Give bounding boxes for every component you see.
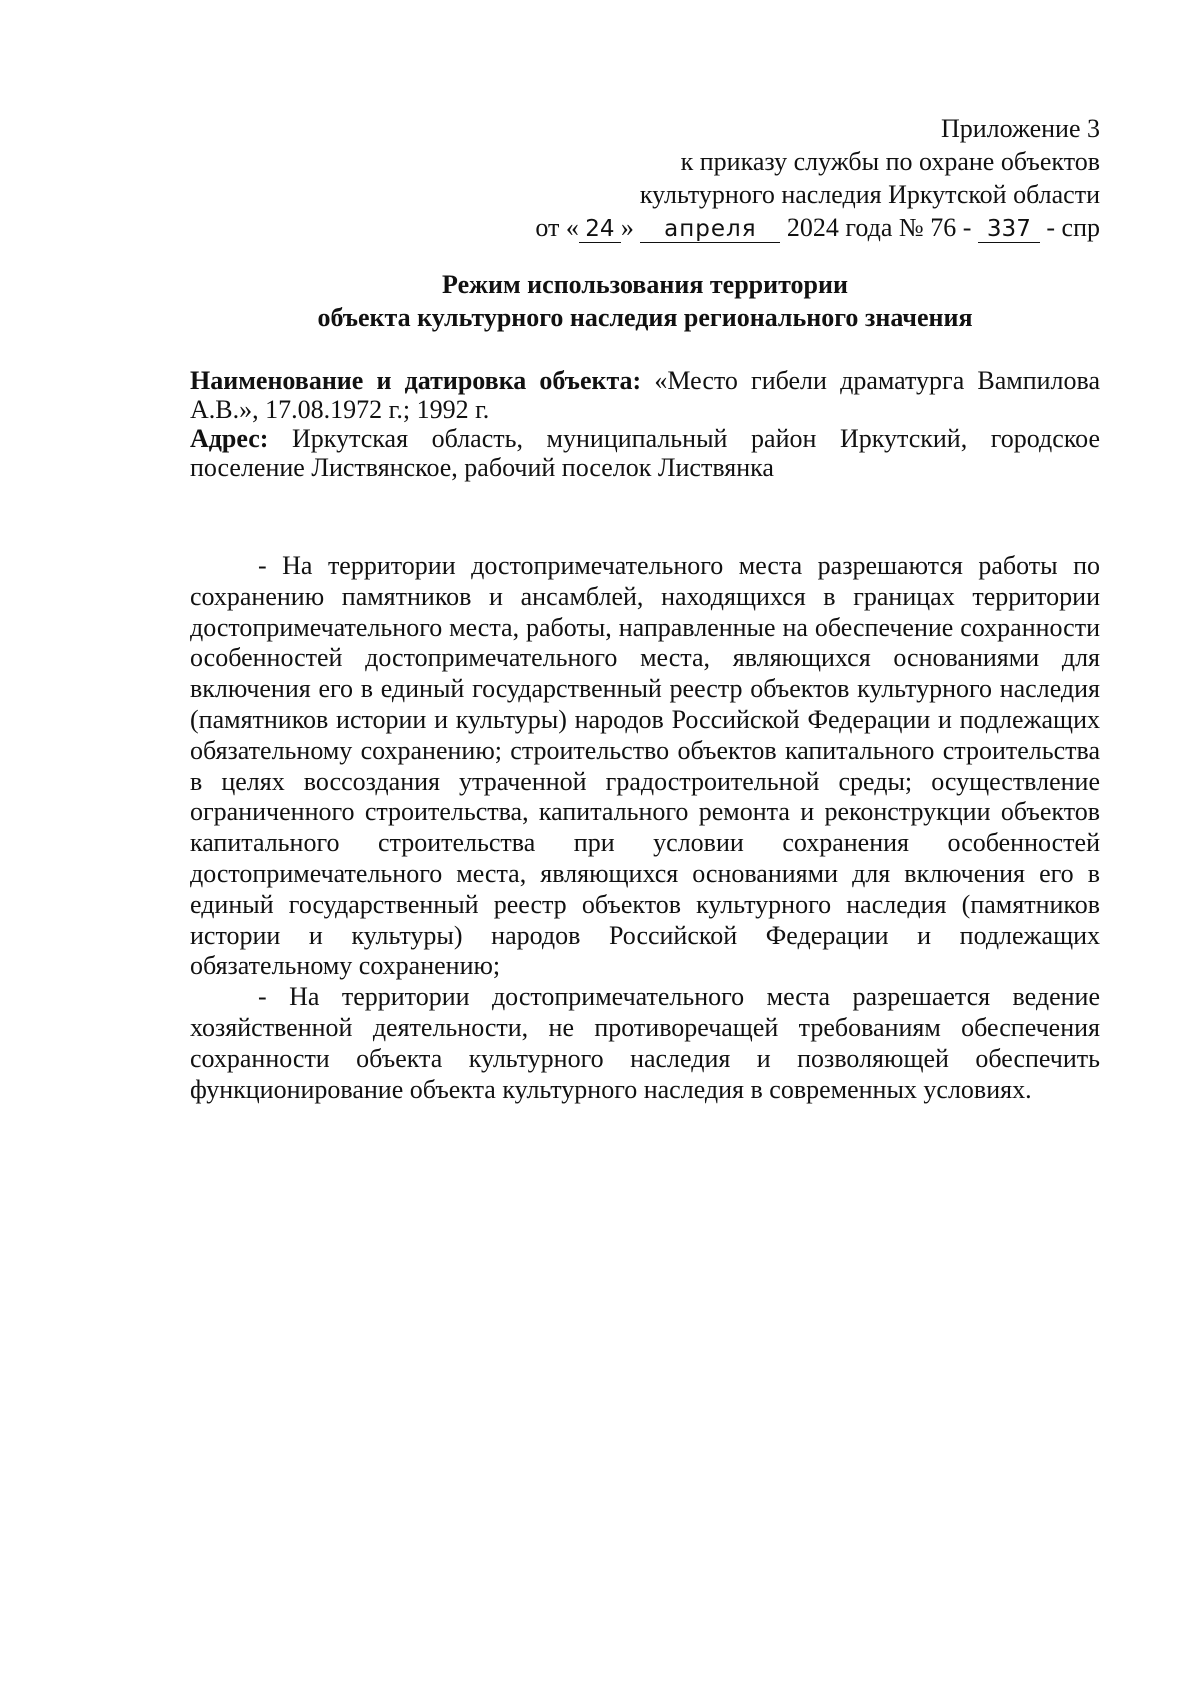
object-address-label: Адрес: <box>190 424 269 453</box>
regime-text <box>190 551 1100 1105</box>
regime-paragraph-1: - На территории достопримечательного места разрешаются работы по сохранению памятников и ансамблей, находящихся в границах территории достопримечательного места, работы, направленные на обеспечение сохранности особенностей достопримечательного места, являющихся основаниями для включения его в единый государственный реестр объектов культурного наследия (памятников истории и культуры) народов Российской Федерации и подлежащих обязательному сохранению; строительство объектов капитального строительства в целях воссоздания утраченной градостроительной среды; осуществление ограниченного строительства, капитального ремонта и реконструкции объектов капитального строительства при условии сохранения особенностей достопримечательного места, являющихся основаниями для включения его в единый государственный реестр объектов культурного наследия (памятников истории и культуры) народов Российской Федерации и подлежащих обязательному сохранению; <box>190 551 1100 981</box>
order-suffix: - спр <box>1046 213 1100 242</box>
appendix-authority-line: культурного наследия Иркутской области <box>639 180 1100 209</box>
appendix-order-line: к приказу службы по охране объектов <box>680 147 1100 176</box>
appendix-header <box>535 112 1100 244</box>
date-quote-close: » <box>620 213 634 242</box>
object-name-value: «Место гибели драматурга Вампилова А.В.», 17.08.1972 г.; 1992 г. <box>190 366 1100 424</box>
document-title <box>190 268 1100 334</box>
title-line-1: Режим использования территории <box>442 270 848 299</box>
regime-paragraph-2: - На территории достопримечательного места разрешается ведение хозяйственной деятельности, не противоречащей требованиям обеспечения сохранности объекта культурного наследия и позволяющей обеспечить функционирование объекта культурного наследия в современных условиях. <box>190 982 1100 1104</box>
object-name-paragraph <box>190 366 1100 424</box>
appendix-date-line <box>535 211 1100 244</box>
date-prefix: от « <box>535 213 579 242</box>
object-info <box>190 366 1100 482</box>
handwritten-day: 24 <box>579 216 621 243</box>
handwritten-month: апреля <box>640 216 780 243</box>
object-address-value: Иркутская область, муниципальный район Иркутский, городское поселение Листвянское, рабочий поселок Листвянка <box>190 424 1100 482</box>
year-and-order-prefix: 2024 года № 76 - <box>786 213 972 242</box>
title-line-2: объекта культурного наследия регионального значения <box>317 303 973 332</box>
handwritten-order-number: 337 <box>978 216 1040 243</box>
object-address-paragraph <box>190 424 1100 482</box>
appendix-number: Приложение 3 <box>940 114 1100 143</box>
object-name-label: Наименование и датировка объекта: <box>190 366 642 395</box>
